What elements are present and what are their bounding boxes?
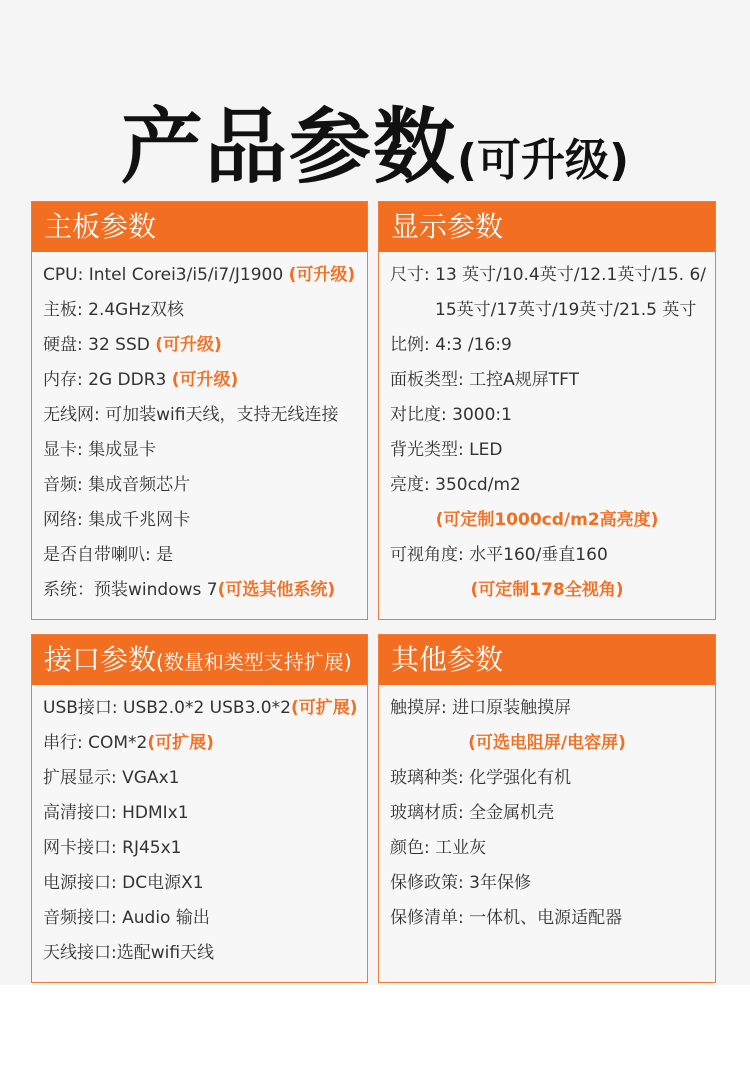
spec-row-vga: 扩展显示: VGAx1 — [43, 768, 180, 788]
spec-row-backlight: 背光类型: LED — [390, 440, 503, 460]
interface-panel — [31, 634, 368, 983]
spec-row-speaker: 是否自带喇叭: 是 — [43, 545, 174, 565]
mainboard-panel — [31, 201, 368, 620]
spec-row-touchscreen-note: (可选电阻屏/电容屏) — [468, 733, 626, 753]
interface-header-note: (数量和类型支持扩展) — [156, 650, 352, 674]
spec-row-glass-type: 玻璃种类: 化学强化有机 — [390, 768, 572, 788]
spec-row-hdmi: 高清接口: HDMIx1 — [43, 803, 189, 823]
spec-row-antenna: 天线接口:选配wifi天线 — [43, 943, 215, 963]
spec-row-panel-type: 面板类型: 工控A规屏TFT — [390, 370, 580, 390]
other-rows — [379, 685, 715, 936]
spec-row-viewing-angle-note: (可定制178全视角) — [470, 580, 624, 600]
interface-header — [32, 635, 367, 685]
display-panel — [378, 201, 716, 620]
spec-row-contrast: 对比度: 3000:1 — [390, 405, 512, 425]
spec-row-gpu: 显卡: 集成显卡 — [43, 440, 157, 460]
other-header: 其他参数 — [379, 635, 715, 685]
display-header: 显示参数 — [379, 202, 715, 252]
spec-row-ratio: 比例: 4:3 /16:9 — [390, 335, 512, 355]
spec-row-brightness-note: (可定制1000cd/m2高亮度) — [435, 510, 659, 530]
spec-row-size-cont: 15英寸/17英寸/19英寸/21.5 英寸 — [435, 300, 697, 320]
spec-row-power: 电源接口: DC电源X1 — [43, 873, 204, 893]
spec-row-audio: 音频: 集成音频芯片 — [43, 475, 191, 495]
spec-row-warranty: 保修政策: 3年保修 — [390, 873, 531, 893]
mainboard-header: 主板参数 — [32, 202, 367, 252]
spec-row-wifi: 无线网: 可加装wifi天线，支持无线连接 — [43, 405, 339, 425]
spec-row-brightness: 亮度: 350cd/m2 — [390, 475, 521, 495]
spec-row-touchscreen: 触摸屏: 进口原装触摸屏 — [390, 698, 572, 718]
other-panel — [378, 634, 716, 983]
spec-row-audio-out: 音频接口: Audio 输出 — [43, 908, 210, 928]
spec-row-disk: 硬盘: 32 SSD (可升级) — [43, 335, 222, 355]
spec-row-package: 保修清单: 一体机、电源适配器 — [390, 908, 623, 928]
interface-rows — [32, 685, 367, 971]
spec-row-usb: USB接口: USB2.0*2 USB3.0*2(可扩展) — [43, 698, 358, 718]
spec-row-rj45: 网卡接口: RJ45x1 — [43, 838, 182, 858]
title-main: 产品参数 — [120, 100, 457, 195]
interface-header-title: 接口参数 — [44, 643, 157, 676]
mainboard-rows — [32, 252, 367, 608]
display-rows — [379, 252, 715, 608]
spec-row-viewing-angle: 可视角度: 水平160/垂直160 — [390, 545, 608, 565]
spec-row-os: 系统：预装windows 7(可选其他系统) — [43, 580, 336, 600]
spec-row-glass-material: 玻璃材质: 全金属机壳 — [390, 803, 555, 823]
page-title — [0, 82, 750, 199]
spec-row-cpu: CPU: Intel Corei3/i5/i7/J1900 (可升级) — [43, 265, 356, 285]
spec-row-network: 网络: 集成千兆网卡 — [43, 510, 191, 530]
spec-row-serial: 串行: COM*2(可扩展) — [43, 733, 214, 753]
title-sub: (可升级) — [456, 135, 630, 186]
spec-row-size: 尺寸: 13 英寸/10.4英寸/12.1英寸/15. 6/ — [390, 265, 707, 285]
spec-row-color: 颜色: 工业灰 — [390, 838, 487, 858]
spec-row-board: 主板: 2.4GHz双核 — [43, 300, 185, 320]
spec-row-memory: 内存: 2G DDR3 (可升级) — [43, 370, 239, 390]
